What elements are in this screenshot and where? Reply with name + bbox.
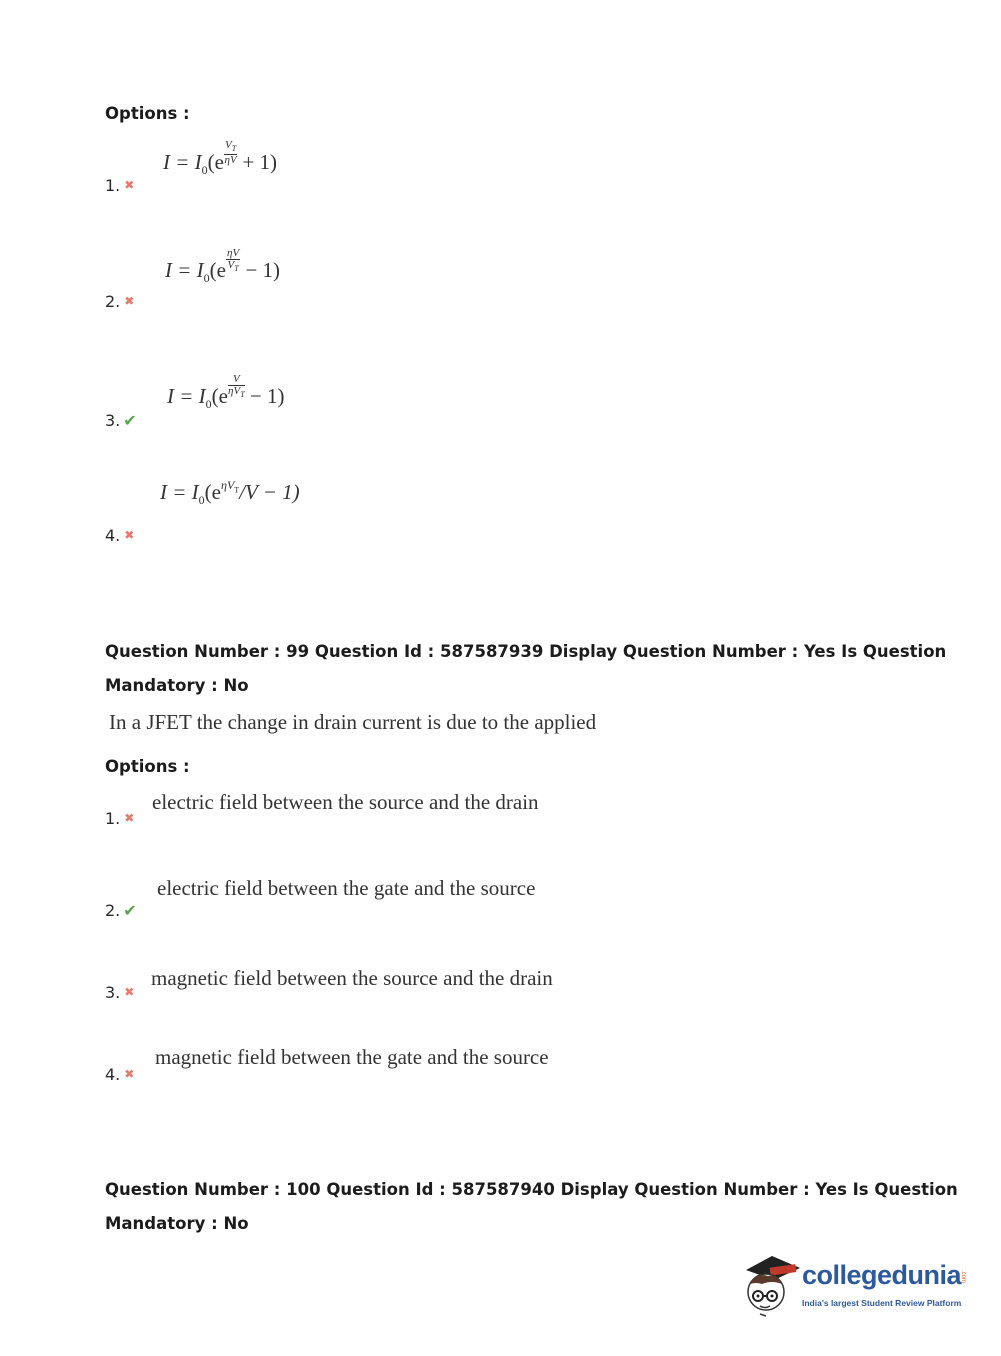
option-number: 1. ✖ bbox=[105, 176, 135, 195]
option-text: electric field between the gate and the source bbox=[157, 876, 536, 900]
option-text: magnetic field between the source and the drain bbox=[151, 966, 553, 990]
logo-wordmark: collegedunia bbox=[802, 1260, 962, 1290]
option-number: 2. ✔ bbox=[105, 901, 137, 920]
option-text: magnetic field between the gate and the source bbox=[155, 1045, 549, 1069]
options-heading: Options : bbox=[105, 104, 190, 123]
option-number: 1. ✖ bbox=[105, 809, 135, 828]
collegedunia-logo bbox=[742, 1248, 972, 1318]
formula-option-4: $I = I_0(e^{\eta V_T}/V - 1)$ bbox=[160, 478, 300, 508]
check-icon: ✔ bbox=[123, 411, 137, 430]
option-number: 3. ✖ bbox=[105, 983, 135, 1002]
logo-suffix: .com bbox=[960, 1270, 966, 1284]
check-icon: ✔ bbox=[123, 901, 137, 920]
formula-option-2: $I = I_0(e$ $\frac{\eta V}{V_T}$ − 1) bbox=[165, 247, 281, 286]
logo-tagline: India's largest Student Review Platform bbox=[802, 1298, 962, 1308]
option-number: 3. ✔ bbox=[105, 411, 137, 430]
question-mandatory: Mandatory : No bbox=[105, 676, 249, 695]
option-number: 2. ✖ bbox=[105, 292, 135, 311]
formula-option-3: $I = I_0(e$ $\frac{V}{\eta V_T}$ − 1) bbox=[167, 373, 285, 412]
option-number: 4. ✖ bbox=[105, 1065, 135, 1084]
question-header: Question Number : 99 Question Id : 587587939 Display Question Number : Yes Is Question bbox=[105, 642, 947, 661]
question-mandatory: Mandatory : No bbox=[105, 1214, 249, 1233]
question-text: In a JFET the change in drain current is due to the applied bbox=[109, 710, 597, 734]
cross-icon: ✖ bbox=[124, 1067, 135, 1081]
option-number: 4. ✖ bbox=[105, 526, 135, 545]
cross-icon: ✖ bbox=[124, 985, 135, 999]
formula-option-1: $I = I_0(e$ $\frac{V_T}{\eta V}$ + 1) bbox=[163, 139, 278, 178]
cross-icon: ✖ bbox=[124, 528, 135, 542]
mascot-icon bbox=[742, 1248, 804, 1318]
options-heading: Options : bbox=[105, 757, 190, 776]
question-header: Question Number : 100 Question Id : 587587940 Display Question Number : Yes Is Question bbox=[105, 1180, 958, 1199]
cross-icon: ✖ bbox=[124, 178, 135, 192]
cross-icon: ✖ bbox=[124, 294, 135, 308]
cross-icon: ✖ bbox=[124, 811, 135, 825]
option-text: electric field between the source and the drain bbox=[152, 790, 539, 814]
